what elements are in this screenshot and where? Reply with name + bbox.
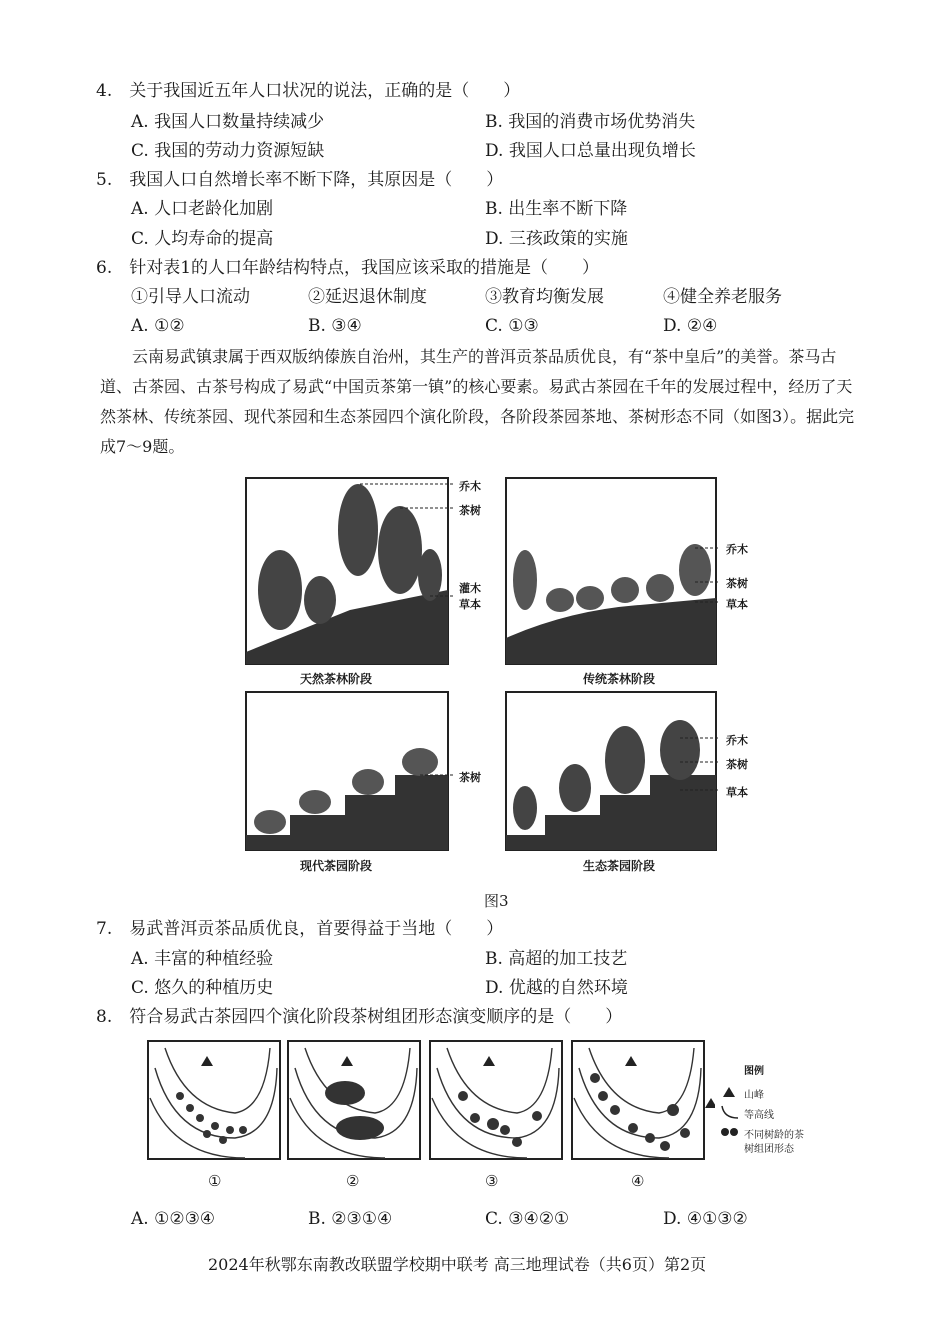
fig3-p3-title: 现代茶园阶段 bbox=[300, 859, 373, 873]
fig3-p2-label-grass: 草本 bbox=[726, 598, 748, 611]
fig3-p2-label-tea: 茶树 bbox=[726, 577, 748, 590]
page-footer: 2024年秋鄂东南教改联盟学校期中联考 高三地理试卷（共6页）第2页 bbox=[208, 1255, 707, 1274]
q8-stem: 8. 符合易武古茶园四个演化阶段茶树组团形态演变顺序的是（ ） bbox=[96, 1007, 623, 1027]
q6-option-c: C. ①③ bbox=[485, 316, 539, 336]
q6-option-a: A. ①② bbox=[131, 316, 185, 336]
fig3-p1-label-shrub: 灌木 bbox=[459, 582, 481, 595]
q7-option-d: D. 优越的自然环境 bbox=[485, 978, 628, 998]
q8-option-a: A. ①②③④ bbox=[131, 1209, 216, 1229]
q5-option-c: C. 人均寿命的提高 bbox=[131, 229, 274, 249]
q7-option-c: C. 悠久的种植历史 bbox=[131, 978, 274, 998]
fig3-p4-label-grass: 草本 bbox=[726, 786, 748, 799]
fig3-p1-title: 天然茶林阶段 bbox=[300, 672, 373, 686]
fig3-p4-label-tree: 乔木 bbox=[726, 734, 748, 747]
legend-cluster-icon bbox=[720, 1126, 740, 1138]
q8-option-b: B. ②③①④ bbox=[308, 1209, 393, 1229]
q8-map-4-label: ④ bbox=[631, 1172, 645, 1190]
fig3-p1-label-tea: 茶树 bbox=[459, 504, 481, 517]
fig3-p1-label-tree: 乔木 bbox=[459, 480, 481, 493]
q7-option-b: B. 高超的加工技艺 bbox=[485, 949, 628, 969]
q6-measure-2: ②延迟退休制度 bbox=[308, 287, 427, 307]
q4-option-a: A. 我国人口数量持续减少 bbox=[131, 112, 325, 132]
q8-map-2-label: ② bbox=[346, 1172, 360, 1190]
q8-contour-maps bbox=[145, 1038, 715, 1168]
q4-stem: 4. 关于我国近五年人口状况的说法，正确的是（ ） bbox=[96, 81, 521, 101]
fig3-p4-label-tea: 茶树 bbox=[726, 758, 748, 771]
fig3-p2-title: 传统茶林阶段 bbox=[583, 672, 656, 686]
fig3-p4-title: 生态茶园阶段 bbox=[583, 859, 656, 873]
q5-option-a: A. 人口老龄化加剧 bbox=[131, 199, 274, 219]
q5-option-b: B. 出生率不断下降 bbox=[485, 199, 628, 219]
q6-measure-4: ④健全养老服务 bbox=[663, 287, 782, 307]
q4-option-c: C. 我国的劳动力资源短缺 bbox=[131, 141, 325, 161]
q8-option-c: C. ③④②① bbox=[485, 1209, 570, 1229]
passage: 云南易武镇隶属于西双版纳傣族自治州，其生产的普洱贡茶品质优良，有“茶中皇后”的美誉。茶马古道、古茶园、古茶号构成了易武“中国贡茶第一镇”的核心要素。易武古茶园在千年的发展过程中，经历了天然茶林、传统茶园、现代茶园和生态茶园四个演化阶段，各阶段茶园茶地、茶树形态不同（如图3）。据此完成7～9题。 bbox=[100, 347, 855, 456]
legend-title: 图例 bbox=[744, 1066, 764, 1077]
legend-cluster-line1: 不同树龄的茶 bbox=[744, 1130, 804, 1141]
fig3-p3-label-tea: 茶树 bbox=[459, 771, 481, 784]
q4-option-b: B. 我国的消费市场优势消失 bbox=[485, 112, 696, 132]
q6-measure-3: ③教育均衡发展 bbox=[485, 287, 604, 307]
fig3-caption: 图3 bbox=[484, 892, 509, 910]
q7-stem: 7. 易武普洱贡茶品质优良，首要得益于当地（ ） bbox=[96, 919, 504, 939]
q8-map-1-label: ① bbox=[208, 1172, 222, 1190]
legend-contour-icon bbox=[720, 1104, 740, 1120]
q8-option-d: D. ④①③② bbox=[663, 1209, 748, 1229]
q7-option-a: A. 丰富的种植经验 bbox=[131, 949, 274, 969]
q8-map-3-label: ③ bbox=[485, 1172, 499, 1190]
q4-option-d: D. 我国人口总量出现负增长 bbox=[485, 141, 696, 161]
q6-stem: 6. 针对表1的人口年龄结构特点，我国应该采取的措施是（ ） bbox=[96, 258, 600, 278]
fig3-p1-label-grass: 草本 bbox=[459, 598, 481, 611]
legend-contour: 等高线 bbox=[744, 1110, 774, 1121]
legend-cluster-line2: 树组团形态 bbox=[744, 1144, 794, 1155]
legend-peak-icon bbox=[722, 1086, 736, 1098]
fig3-p2-label-tree: 乔木 bbox=[726, 543, 748, 556]
q5-option-d: D. 三孩政策的实施 bbox=[485, 229, 628, 249]
q6-option-b: B. ③④ bbox=[308, 316, 362, 336]
legend-peak: 山峰 bbox=[744, 1090, 764, 1101]
q6-option-d: D. ②④ bbox=[663, 316, 718, 336]
q5-stem: 5. 我国人口自然增长率不断下降，其原因是（ ） bbox=[96, 170, 504, 190]
q6-measure-1: ①引导人口流动 bbox=[131, 287, 250, 307]
